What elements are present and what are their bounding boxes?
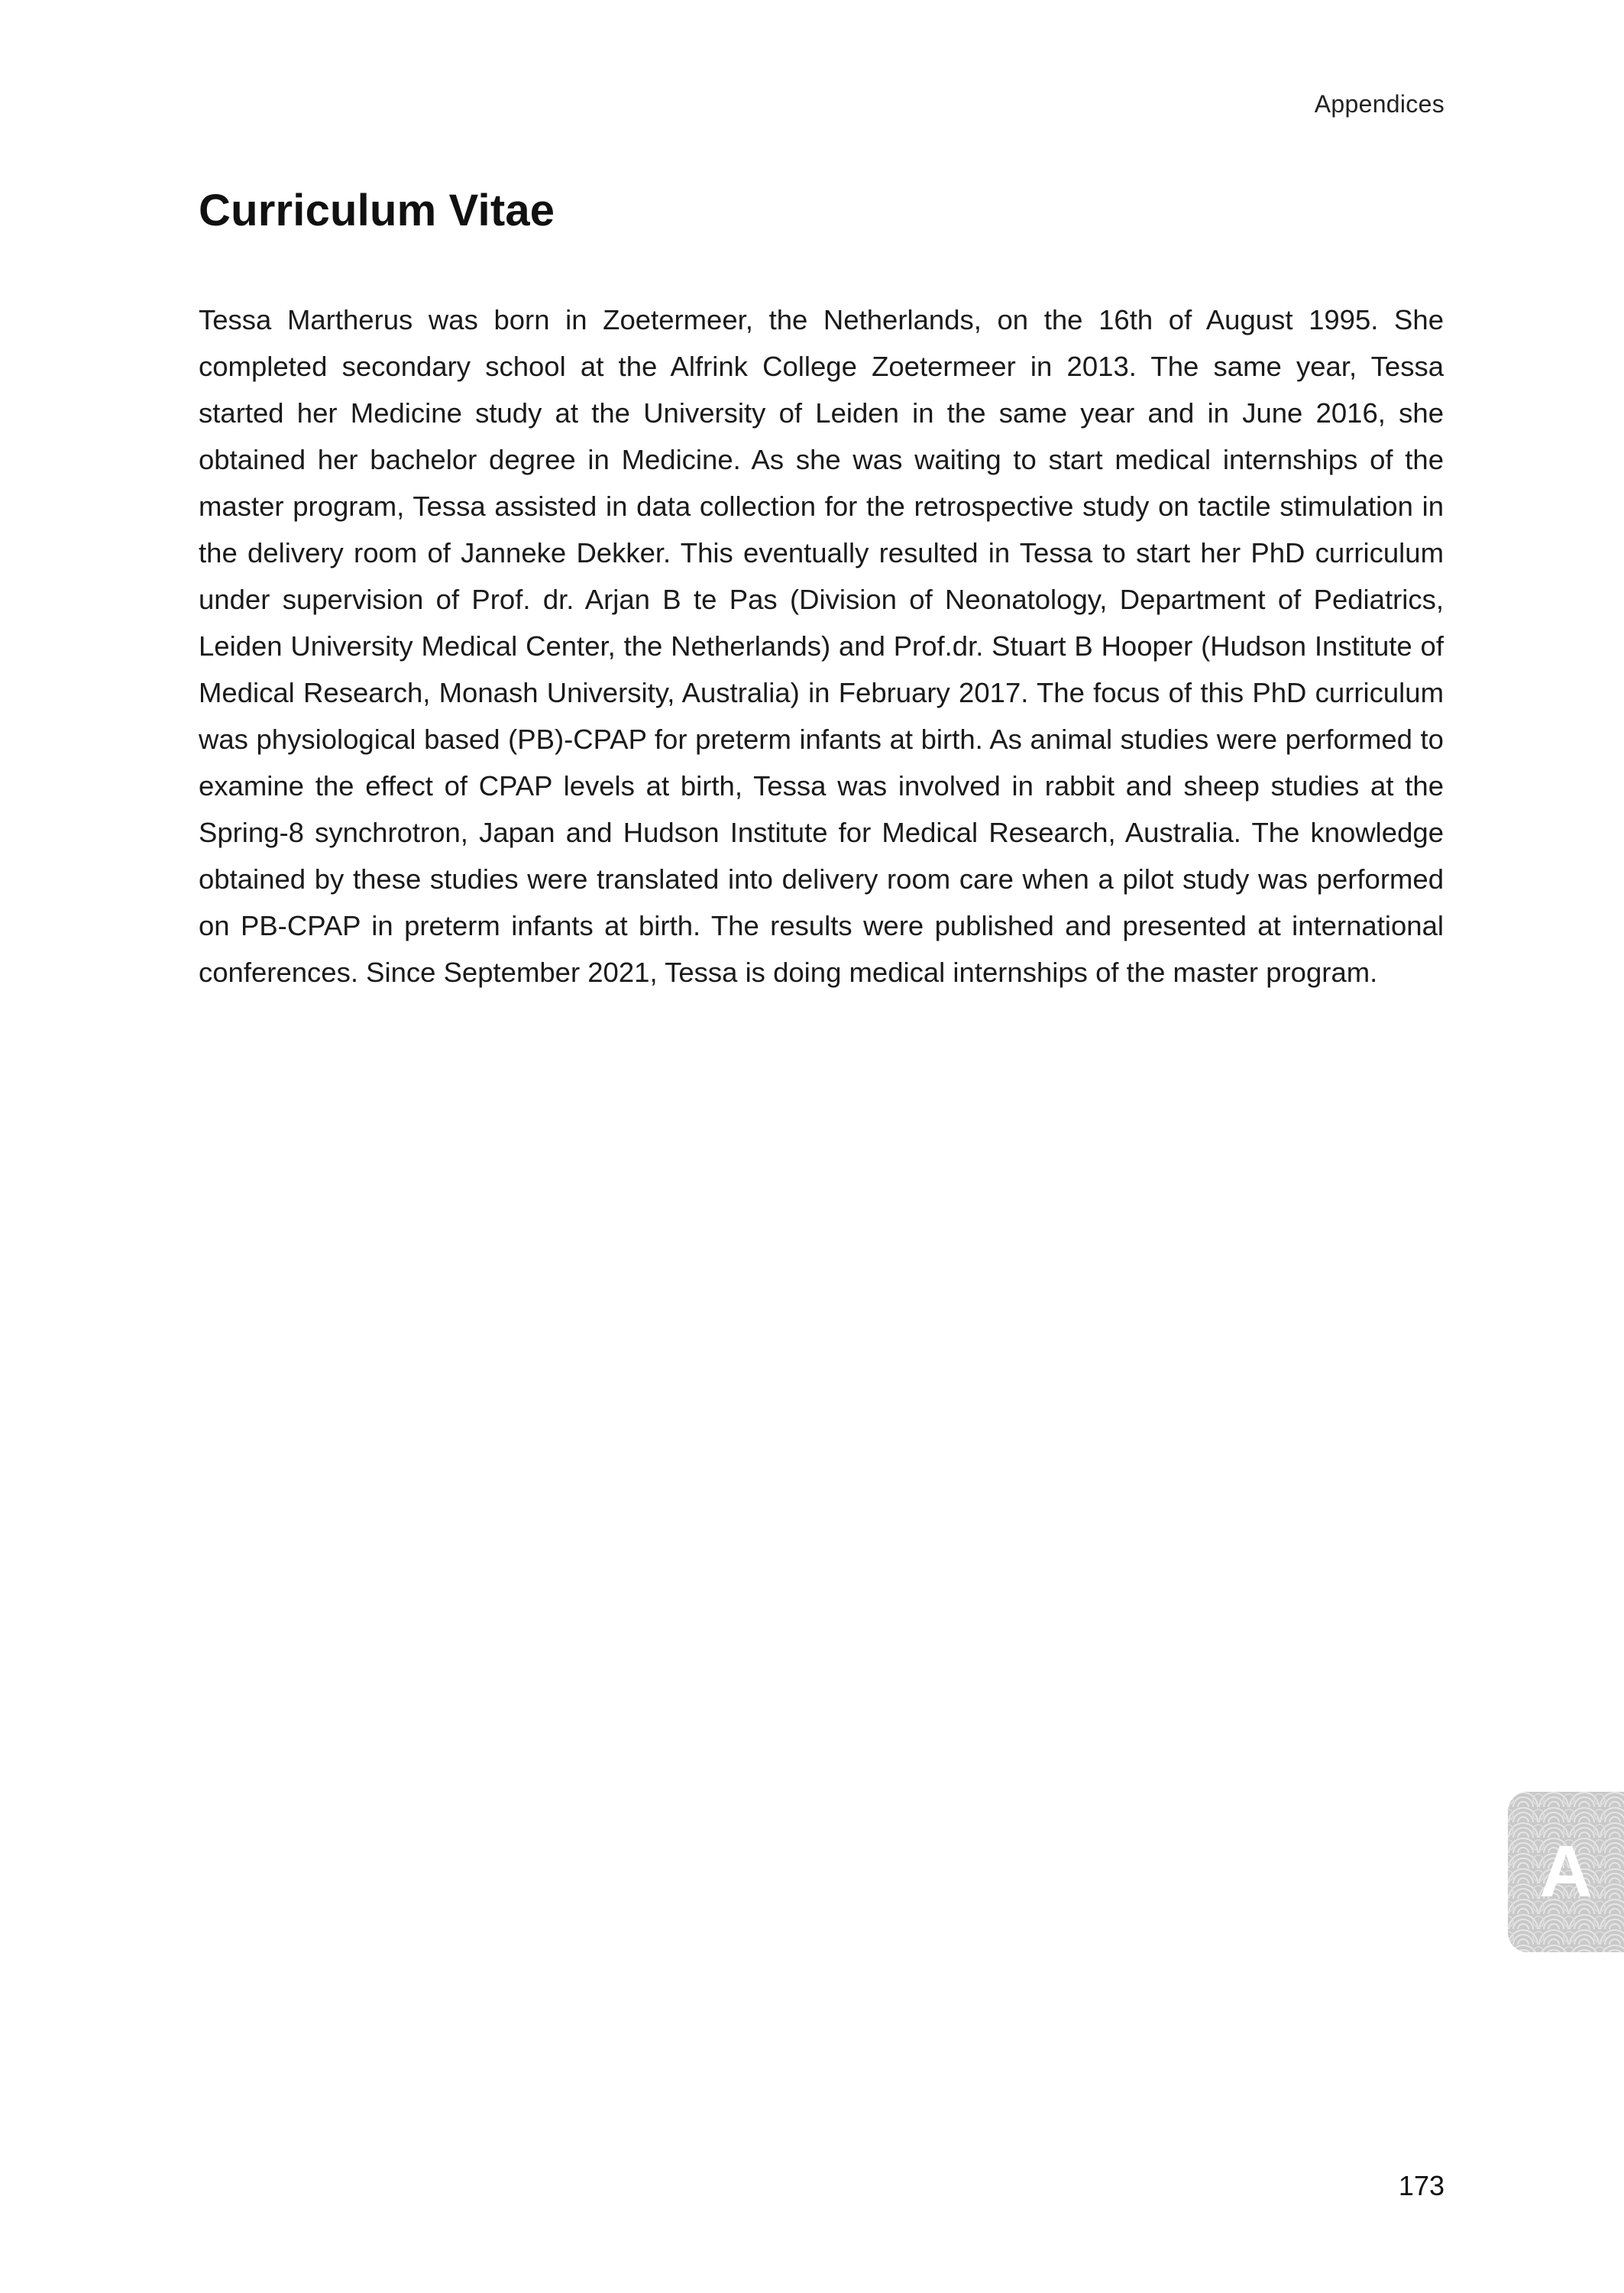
chapter-letter: A xyxy=(1539,1831,1593,1912)
chapter-tab xyxy=(1508,1792,1624,1952)
page-title: Curriculum Vitae xyxy=(199,186,555,235)
running-header: Appendices xyxy=(1314,90,1444,118)
cv-paragraph: Tessa Martherus was born in Zoetermeer, the Netherlands, on the 16th of August 1995. She completed secondary school at the Alfrink College Zoetermeer in 2013. The same year, Tessa started her Medicine study at the University of Leiden in the same year and in June 2016, she obtained her bachelor degree in Medicine. As she was waiting to start medical internships of the master program, Tessa assisted in data collection for the retrospective study on tactile stimulation in the delivery room of Janneke Dekker. This eventually resulted in Tessa to start her PhD curriculum under supervision of Prof. dr. Arjan B te Pas (Division of Neonatology, Department of Pediatrics, Leiden University Medical Center, the Netherlands) and Prof.dr. Stuart B Hooper (Hudson Institute of Medical Research, Monash University, Australia) in February 2017. The focus of this PhD curriculum was physiological based (PB)-CPAP for preterm infants at birth. As animal studies were performed to examine the effect of CPAP levels at birth, Tessa was involved in rabbit and sheep studies at the Spring-8 synchrotron, Japan and Hudson Institute for Medical Research, Australia. The knowledge obtained by these studies were translated into delivery room care when a pilot study was performed on PB-CPAP in preterm infants at birth. The results were published and presented at international conferences. Since September 2021, Tessa is doing medical internships of the master program. xyxy=(199,304,1444,988)
page-number: 173 xyxy=(1398,2170,1444,2201)
